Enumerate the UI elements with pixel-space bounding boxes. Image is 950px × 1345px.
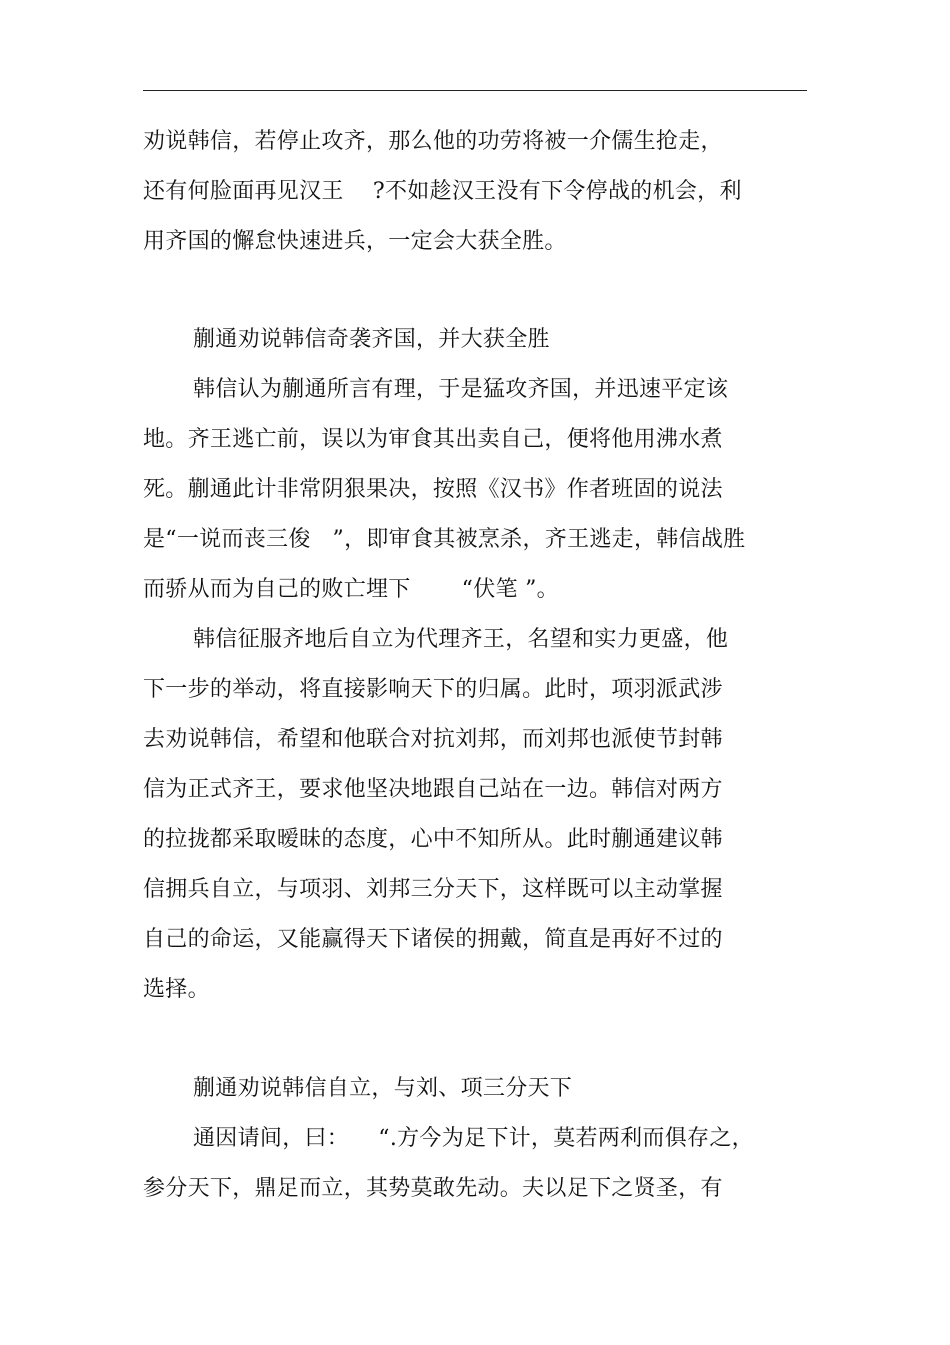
text-line: 信为正式齐王，要求他坚决地跟自己站在一边。韩信对两方 <box>143 777 723 802</box>
text-line: 劝说韩信，若停止攻齐，那么他的功劳将被一介儒生抢走， <box>143 129 723 154</box>
section-heading: 蒯通劝说韩信自立，与刘、项三分天下 <box>193 1076 573 1101</box>
text-line: 选择。 <box>143 977 210 1002</box>
text-line: 死。蒯通此计非常阴狠果决，按照《汉书》作者班固的说法 <box>143 477 723 502</box>
text-line: 是“一说而丧三俊 ”，即审食其被烹杀，齐王逃走，韩信战胜 <box>143 527 746 552</box>
text-line: 地。齐王逃亡前，误以为审食其出卖自己，便将他用沸水煮 <box>143 427 723 452</box>
paragraph-first-line: 韩信征服齐地后自立为代理齐王，名望和实力更盛，他 <box>193 627 729 652</box>
text-line: 还有何脸面再见汉王 ?不如趁汉王没有下令停战的机会，利 <box>143 179 742 204</box>
section-heading: 蒯通劝说韩信奇袭齐国，并大获全胜 <box>193 327 550 352</box>
text-line: 用齐国的懈怠快速进兵，一定会大获全胜。 <box>143 229 567 254</box>
text-line: 参分天下，鼎足而立，其势莫敢先动。夫以足下之贤圣，有 <box>143 1176 723 1201</box>
text-line: 下一步的举动，将直接影响天下的归属。此时，项羽派武涉 <box>143 677 723 702</box>
paragraph-first-line: 通因请间，曰： “.方今为足下计，莫若两利而俱存之， <box>193 1126 754 1151</box>
text-line: 而骄从而为自己的败亡埋下 “伏笔 ”。 <box>143 577 559 602</box>
text-line: 信拥兵自立，与项羽、刘邦三分天下，这样既可以主动掌握 <box>143 877 723 902</box>
text-line: 自己的命运，又能赢得天下诸侯的拥戴，简直是再好不过的 <box>143 927 723 952</box>
paragraph-first-line: 韩信认为蒯通所言有理，于是猛攻齐国，并迅速平定该 <box>193 377 729 402</box>
text-line: 的拉拢都采取暧昧的态度，心中不知所从。此时蒯通建议韩 <box>143 827 723 852</box>
text-line: 去劝说韩信，希望和他联合对抗刘邦，而刘邦也派使节封韩 <box>143 727 723 752</box>
header-rule <box>143 90 807 91</box>
